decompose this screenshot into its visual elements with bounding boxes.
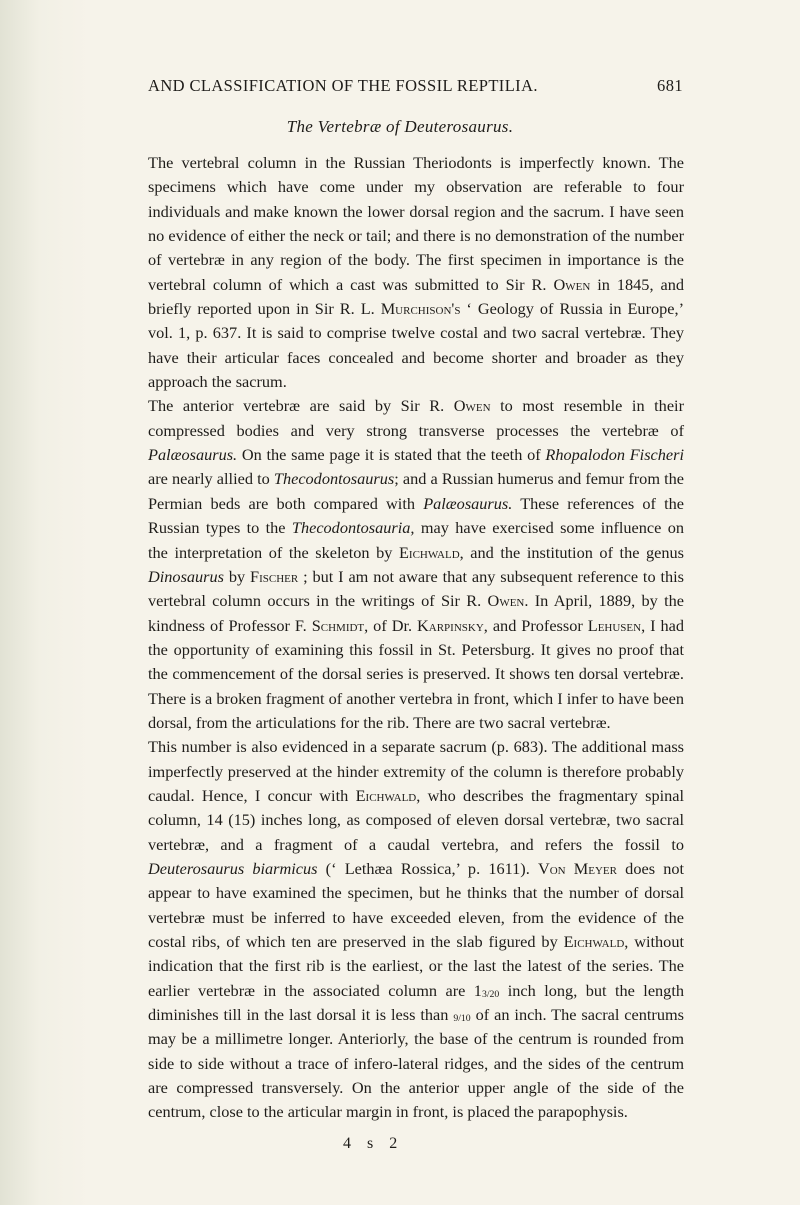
person-name: R. Owen — [466, 591, 525, 611]
running-title: AND CLASSIFICATION OF THE FOSSIL REPTILIA. — [148, 76, 538, 95]
text-run: , who describes the fragmentary spinal column, 14 (15) inches long, as composed of eleven dorsal vertebræ, two sacral vertebræ, and a fragment of a caudal vertebra, and refers the fossil to — [148, 785, 685, 854]
page-number: 681 — [657, 76, 683, 95]
text-run: The vertebral column in the Russian Theriodonts is imperfectly known. The specimens which have come under my observation are referable to four individuals and make known the lower dorsal region and the sacrum. I have seen no evidence of either the neck or tail; and there is no demonstration of the number of vertebræ in any region of the body. The first specimen in importance is the vertebral column of which a cast was submitted to Sir — [148, 153, 684, 294]
text-run: ; and a Russian humerus and femur from the Permian beds are both compared with — [148, 469, 685, 513]
paragraph-3 — [148, 735, 684, 1125]
taxon-name: Rhopalodon Fischeri — [545, 445, 684, 465]
text-run: , of Dr. — [364, 615, 418, 635]
body-text — [148, 151, 684, 1125]
person-name: Lehusen — [587, 615, 642, 635]
text-run: of an inch. The sacral centrums may be a millimetre longer. Anteriorly, the base of the centrum is rounded from side to side without a trace of infero-lateral ridges, and the sides of the centrum are compressed transversely. On the anterior upper angle of the side of the centrum, close to the articular margin in front, is placed the parapophysis. — [148, 1005, 684, 1122]
signature-mark: 4 s 2 — [343, 1135, 404, 1152]
person-name: Eichwald — [355, 785, 417, 805]
taxon-name: Deuterosaurus biarmicus — [148, 858, 318, 878]
text-run: does not appear to have examined the specimen, but he thinks that the number of dorsal vertebræ must be inferred to have exceeded eleven, from the evidence of the costal ribs, of which ten are preserved in the slab figured by — [148, 858, 685, 951]
text-run: may have exercised some influence on the interpretation of the skeleton by — [148, 518, 685, 562]
person-name: Eichwald — [563, 932, 625, 951]
text-run: On the same page it is stated that the teeth of — [237, 445, 546, 465]
text-run: inch long, but the length diminishes till in the last dorsal it is less than — [148, 980, 684, 1025]
text-run: These references of the Russian types to the — [148, 493, 684, 538]
person-name: F. Schmidt — [294, 615, 365, 635]
taxon-name: Thecodontosauria, — [291, 518, 415, 538]
person-name: Eichwald — [398, 542, 460, 562]
text-run: , and Professor — [483, 615, 588, 635]
person-name: R. L. Murchison's — [339, 299, 461, 319]
person-name: Karpinsky — [417, 615, 484, 635]
taxon-name: Dinosaurus — [148, 566, 224, 586]
fraction: 3/20 — [481, 988, 500, 1000]
person-name: Fischer — [250, 566, 299, 586]
paragraph-1 — [148, 151, 684, 394]
text-run: in 1845, and briefly reported upon in Sir — [148, 274, 684, 319]
text-run: by — [224, 566, 251, 586]
text-run: (‘ Lethæa Rossica,’ p. 1611). — [317, 858, 538, 878]
section-title: The Vertebræ of Deuterosaurus. — [286, 117, 514, 136]
text-run: , and the institution of the genus — [459, 542, 684, 562]
text-run: This number is also evidenced in a separate sacrum (p. 683). The additional mass imperfectly preserved at the hinder extremity of the column is therefore probably caudal. Hence, I concur with — [148, 737, 684, 805]
text-run: , I had the opportunity of examining this fossil in St. Petersburg. It gives no proof that the commencement of the dorsal series is preserved. It shows ten dorsal vertebræ. There is a broken fragment of another vertebra in front, which I infer to have been dorsal, from the articulations for the rib. There are two sacral vertebræ. — [148, 615, 685, 732]
running-header — [148, 76, 683, 98]
person-name: R. Owen — [429, 396, 491, 416]
person-name: R. Owen — [531, 274, 591, 294]
fraction: 9/10 — [453, 1013, 471, 1024]
text-run: ; but I am not aware that any subsequent reference to this vertebral column occurs in the writings of Sir — [148, 566, 684, 611]
text-run: , without indication that the first rib is the earliest, or the last the latest of the series. The earlier vertebræ in the associated column are 1 — [148, 932, 684, 1000]
text-run: . In April, 1889, by the kindness of Professor — [148, 591, 684, 635]
taxon-name: Palæosaurus. — [423, 493, 513, 513]
text-run: ‘ Geology of Russia in Europe,’ vol. 1, p. 637. It is said to comprise twelve costal and two sacral vertebræ. They have their articular faces concealed and become shorter and broader as they approach the sacrum. — [148, 299, 684, 392]
text-run: The anterior vertebræ are said by Sir — [148, 396, 430, 416]
taxon-name: Thecodontosaurus — [273, 469, 395, 489]
taxon-name: Palæosaurus. — [148, 445, 238, 465]
paragraph-2 — [148, 394, 684, 735]
text-run: to most resemble in their compressed bodies and very strong transverse processes the vertebræ of — [148, 396, 684, 440]
person-name: Von Meyer — [537, 858, 617, 878]
text-run: are nearly allied to — [148, 469, 274, 489]
